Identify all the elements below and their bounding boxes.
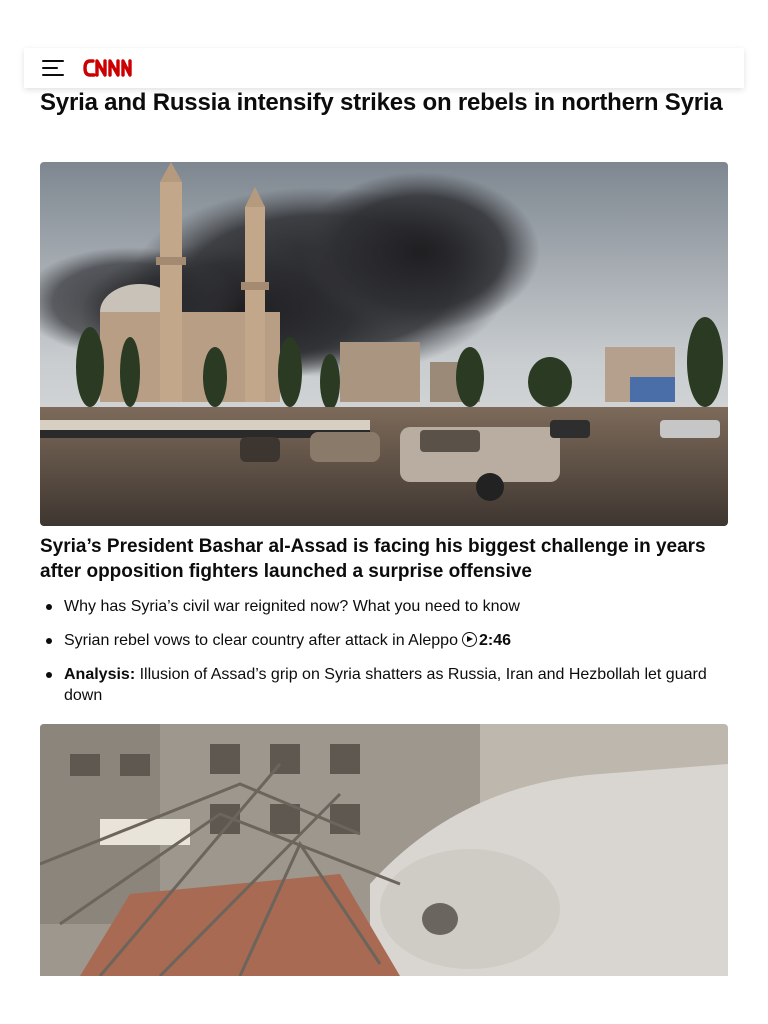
lead-summary[interactable]: Syria’s President Bashar al-Assad is facing his biggest challenge in years after opposition fighters launched a surprise offensive bbox=[40, 536, 706, 582]
mosque-smoke-photo bbox=[40, 162, 728, 526]
list-item bbox=[40, 664, 730, 706]
cnn-logo-icon bbox=[82, 56, 132, 80]
video-duration: 2:46 bbox=[478, 632, 512, 649]
hero-image[interactable] bbox=[40, 162, 728, 526]
page-headline[interactable]: Syria and Russia intensify strikes on rebels in northern Syria bbox=[40, 89, 723, 116]
related-link[interactable] bbox=[64, 632, 511, 649]
secondary-image[interactable] bbox=[40, 724, 728, 976]
related-links bbox=[40, 596, 730, 719]
analysis-label: Analysis: bbox=[64, 666, 136, 683]
play-icon bbox=[462, 632, 477, 647]
related-link[interactable] bbox=[64, 666, 707, 704]
related-link-text: Syrian rebel vows to clear country after attack in Aleppo bbox=[64, 632, 458, 649]
related-link-text: Illusion of Assad’s grip on Syria shatters as Russia, Iran and Hezbollah let guard down bbox=[64, 666, 707, 704]
cnn-logo[interactable] bbox=[82, 55, 132, 81]
list-item bbox=[40, 630, 730, 651]
related-link[interactable]: Why has Syria’s civil war reignited now? What you need to know bbox=[64, 598, 520, 615]
hamburger-menu-icon[interactable] bbox=[42, 60, 64, 76]
site-header bbox=[24, 48, 744, 88]
list-item bbox=[40, 596, 730, 617]
rubble-photo bbox=[40, 724, 728, 976]
